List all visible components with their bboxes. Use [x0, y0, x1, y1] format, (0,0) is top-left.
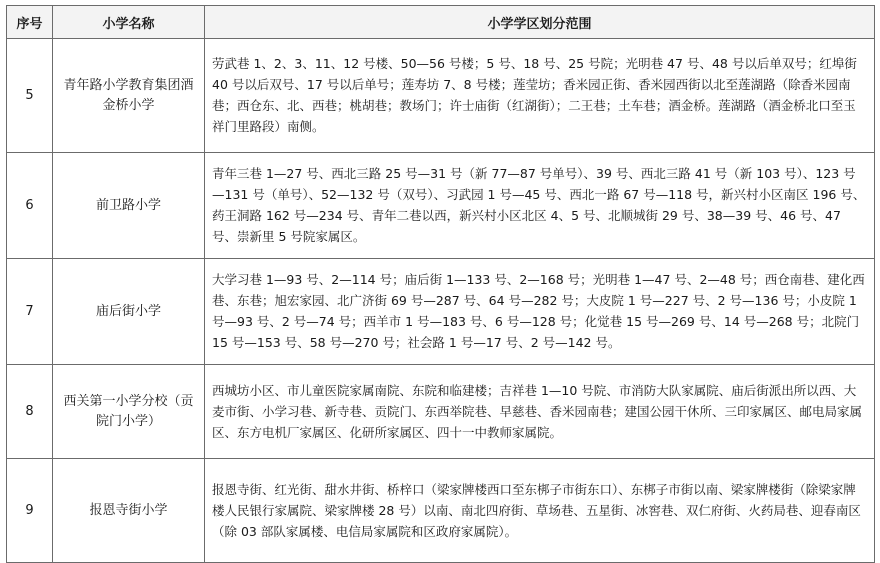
header-district-range: 小学学区划分范围 — [205, 6, 875, 39]
row-district-range: 西城坊小区、市儿童医院家属南院、东院和临建楼；吉祥巷 1—10 号院、市消防大队家属院、庙后街派出所以西、大麦市街、小学习巷、新寺巷、贡院门、东西举院巷、早慈巷、香米园南巷；建国公园干休所、三印家属区、邮电局家属区、东方电机厂家属区、化研所家属区、四十一中教师家属院。 — [205, 365, 875, 459]
row-num: 6 — [7, 153, 53, 259]
header-num: 序号 — [7, 6, 53, 39]
table-row — [7, 153, 875, 259]
row-school-name: 报恩寺街小学 — [53, 459, 205, 563]
table-header-row — [7, 6, 875, 39]
school-district-table — [6, 5, 875, 563]
row-school-name: 青年路小学教育集团酒金桥小学 — [53, 39, 205, 153]
row-num: 8 — [7, 365, 53, 459]
row-num: 9 — [7, 459, 53, 563]
header-school-name: 小学名称 — [53, 6, 205, 39]
row-district-range: 报恩寺街、红光街、甜水井街、桥梓口（梁家牌楼西口至东梆子市街东口）、东梆子市街以南、梁家牌楼街（除梁家牌楼人民银行家属院、梁家牌楼 28 号）以南、南北四府街、草场巷、五星街、冰窖巷、双仁府街、火药局巷、迎春南区（除 03 部队家属楼、电信局家属院和区政府家属院）。 — [205, 459, 875, 563]
row-num: 5 — [7, 39, 53, 153]
row-district-range: 青年三巷 1—27 号、西北三路 25 号—31 号（新 77—87 号单号）、39 号、西北三路 41 号（新 103 号）、123 号—131 号（单号）、52—132 号（双号）、习武园 1 号—45 号、西北一路 67 号—118 号，新兴村小区南区 196 号、药王洞路 162 号—234 号、青年二巷以西，新兴村小区北区 4、5 号、北顺城街 29 号、38—39 号、46 号、47 号、崇新里 5 号院家属区。 — [205, 153, 875, 259]
table-row — [7, 39, 875, 153]
row-district-range: 劳武巷 1、2、3、11、12 号楼、50—56 号楼；5 号、18 号、25 号院；光明巷 47 号、48 号以后单双号；红埠街 40 号以后双号、17 号以后单号；莲寿坊 7、8 号楼；莲莹坊；香米园正街、香米园西街以北至莲湖路（除香米园南巷；西仓东、北、西巷；桃胡巷；教场门；许士庙街（红湖街）；二王巷；土车巷；酒金桥。莲湖路（酒金桥北口至玉祥门里路段）南侧。 — [205, 39, 875, 153]
row-num: 7 — [7, 259, 53, 365]
row-school-name: 西关第一小学分校（贡院门小学） — [53, 365, 205, 459]
row-district-range: 大学习巷 1—93 号、2—114 号；庙后街 1—133 号、2—168 号；光明巷 1—47 号、2—48 号；西仓南巷、建化西巷、东巷；旭宏家园、北广济街 69 号—287 号、64 号—282 号；大皮院 1 号—227 号、2 号—136 号；小皮院 1 号—93 号、2 号—74 号；西羊市 1 号—183 号、6 号—128 号；化觉巷 15 号—269 号、14 号—268 号；北院门 15 号—153 号、58 号—270 号；社会路 1 号—17 号、2 号—142 号。 — [205, 259, 875, 365]
table-row — [7, 459, 875, 563]
table-row — [7, 259, 875, 365]
table-row — [7, 365, 875, 459]
row-school-name: 前卫路小学 — [53, 153, 205, 259]
row-school-name: 庙后街小学 — [53, 259, 205, 365]
